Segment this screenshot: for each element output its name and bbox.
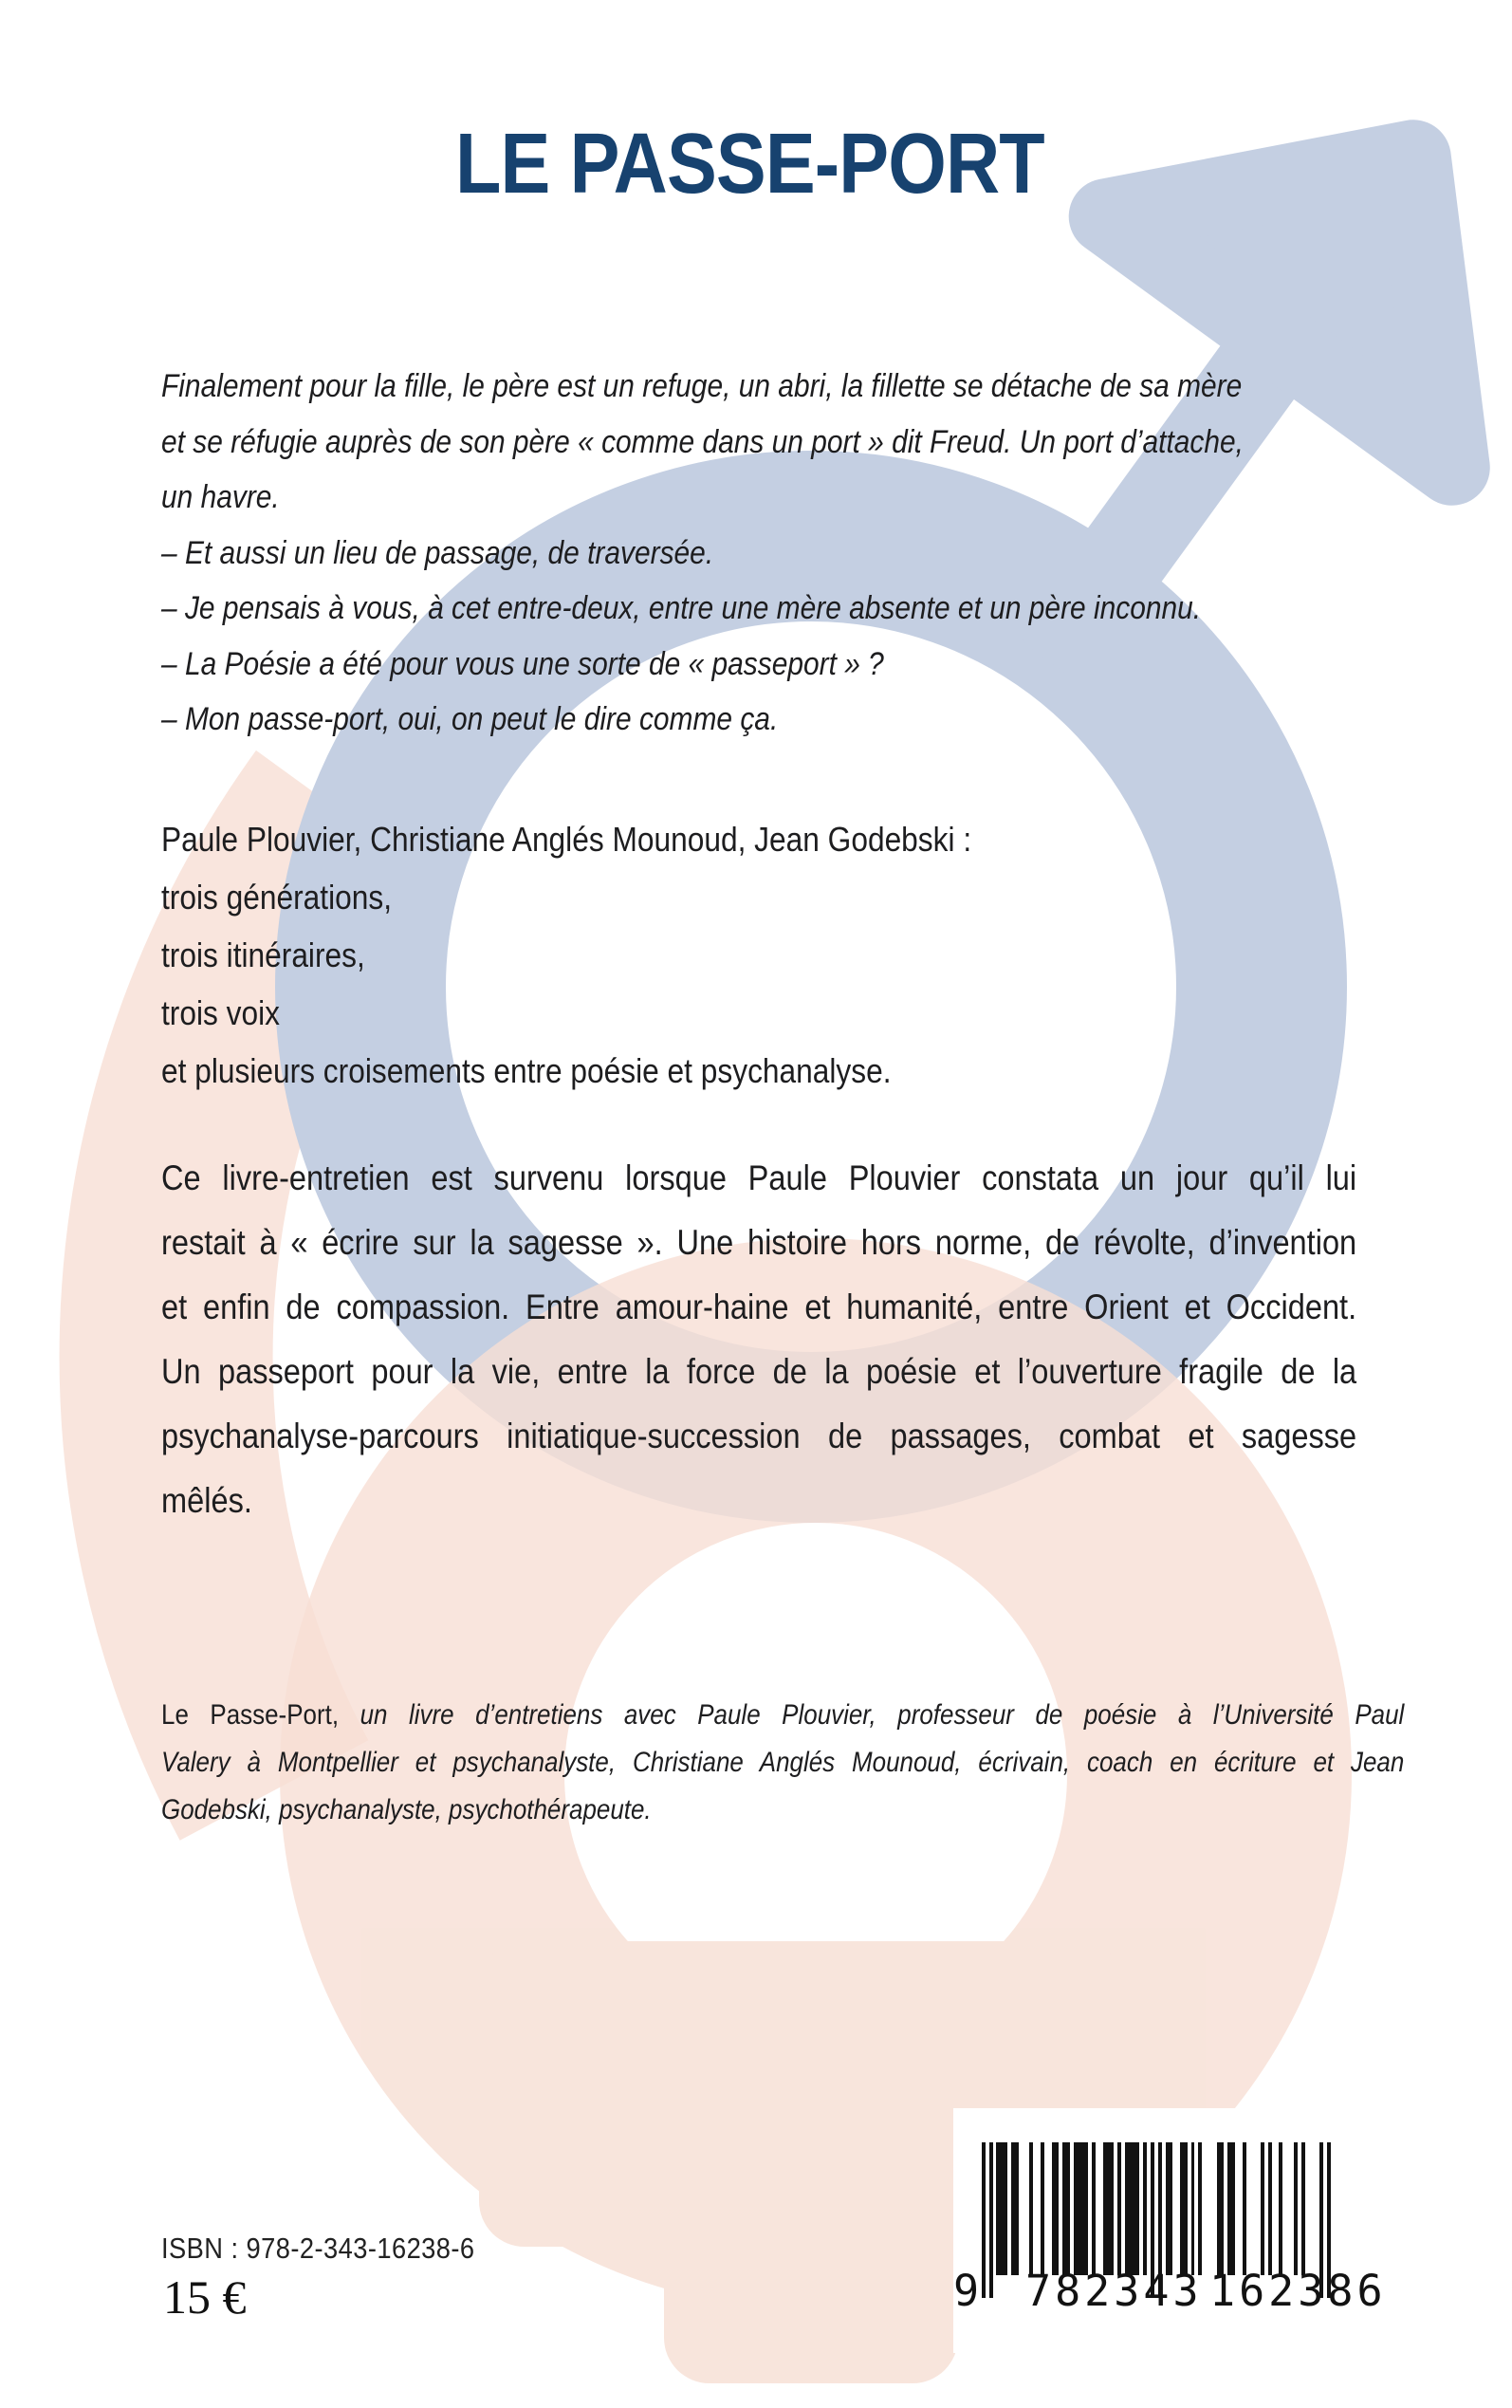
blurb-line: Un passeport pour la vie, entre la force de la poésie et l’ouverture fragile de la	[161, 1352, 1357, 1391]
barcode-digits-left: 782343	[1025, 2266, 1203, 2316]
blurb-line: mêlés.	[161, 1481, 252, 1520]
book-title: LE PASSE-PORT	[455, 117, 1044, 212]
intro-quote	[161, 359, 1356, 748]
barcode-digits-right: 162386	[1209, 2266, 1387, 2316]
dialogue-line: – Mon passe-port, oui, on peut le dire comme ça.	[161, 701, 779, 737]
authors-line: trois itinéraires,	[161, 935, 365, 974]
bio-line	[161, 1692, 1404, 1739]
bio-line: Valery à Montpellier et psychanalyste, Christiane Anglés Mounoud, écrivain, coach en écriture et Jean	[161, 1747, 1405, 1778]
blurb-line: psychanalyse-parcours initiatique-succession de passages, combat et sagesse	[161, 1417, 1357, 1455]
dialogue-line: – La Poésie a été pour vous une sorte de « passeport » ?	[161, 645, 884, 682]
blurb-line: Ce livre-entretien est survenu lorsque Paule Plouvier constata un jour qu’il lui	[161, 1158, 1357, 1197]
bio-book-title: Le Passe-Port,	[161, 1699, 340, 1731]
authors-line: trois voix	[161, 993, 280, 1032]
back-cover-blurb	[161, 1146, 1356, 1533]
authors-list	[161, 810, 1356, 1100]
authors-bio	[161, 1692, 1404, 1834]
authors-line: et plusieurs croisements entre poésie et psychanalyse.	[161, 1051, 892, 1090]
blurb-line: restait à « écrire sur la sagesse ». Une histoire hors norme, de révolte, d’invention	[161, 1223, 1357, 1262]
price-text: 15 €	[163, 2270, 247, 2324]
intro-line: un havre.	[161, 479, 280, 515]
bio-text: un livre d’entretiens avec Paule Plouvier, professeur de poésie à l’Université Paul	[339, 1699, 1405, 1731]
text-column	[161, 0, 1404, 2408]
blurb-line: et enfin de compassion. Entre amour-haine et humanité, entre Orient et Occident.	[161, 1287, 1357, 1326]
authors-line: trois générations,	[161, 878, 393, 917]
dialogue-line: – Et aussi un lieu de passage, de traversée.	[161, 534, 714, 571]
intro-line: Finalement pour la fille, le père est un refuge, un abri, la fillette se détache de sa mère	[161, 368, 1243, 404]
dialogue-line: – Je pensais à vous, à cet entre-deux, entre une mère absente et un père inconnu.	[161, 590, 1202, 626]
barcode-digit-lead: 9	[953, 2266, 984, 2316]
barcode	[953, 2108, 1387, 2353]
isbn-text: ISBN : 978-2-343-16238-6	[161, 2232, 475, 2265]
authors-line: Paule Plouvier, Christiane Anglés Mounoud, Jean Godebski :	[161, 820, 972, 859]
intro-line: et se réfugie auprès de son père « comme dans un port » dit Freud. Un port d’attache,	[161, 423, 1244, 460]
bio-line: Godebski, psychanalyste, psychothérapeute.	[161, 1794, 652, 1825]
